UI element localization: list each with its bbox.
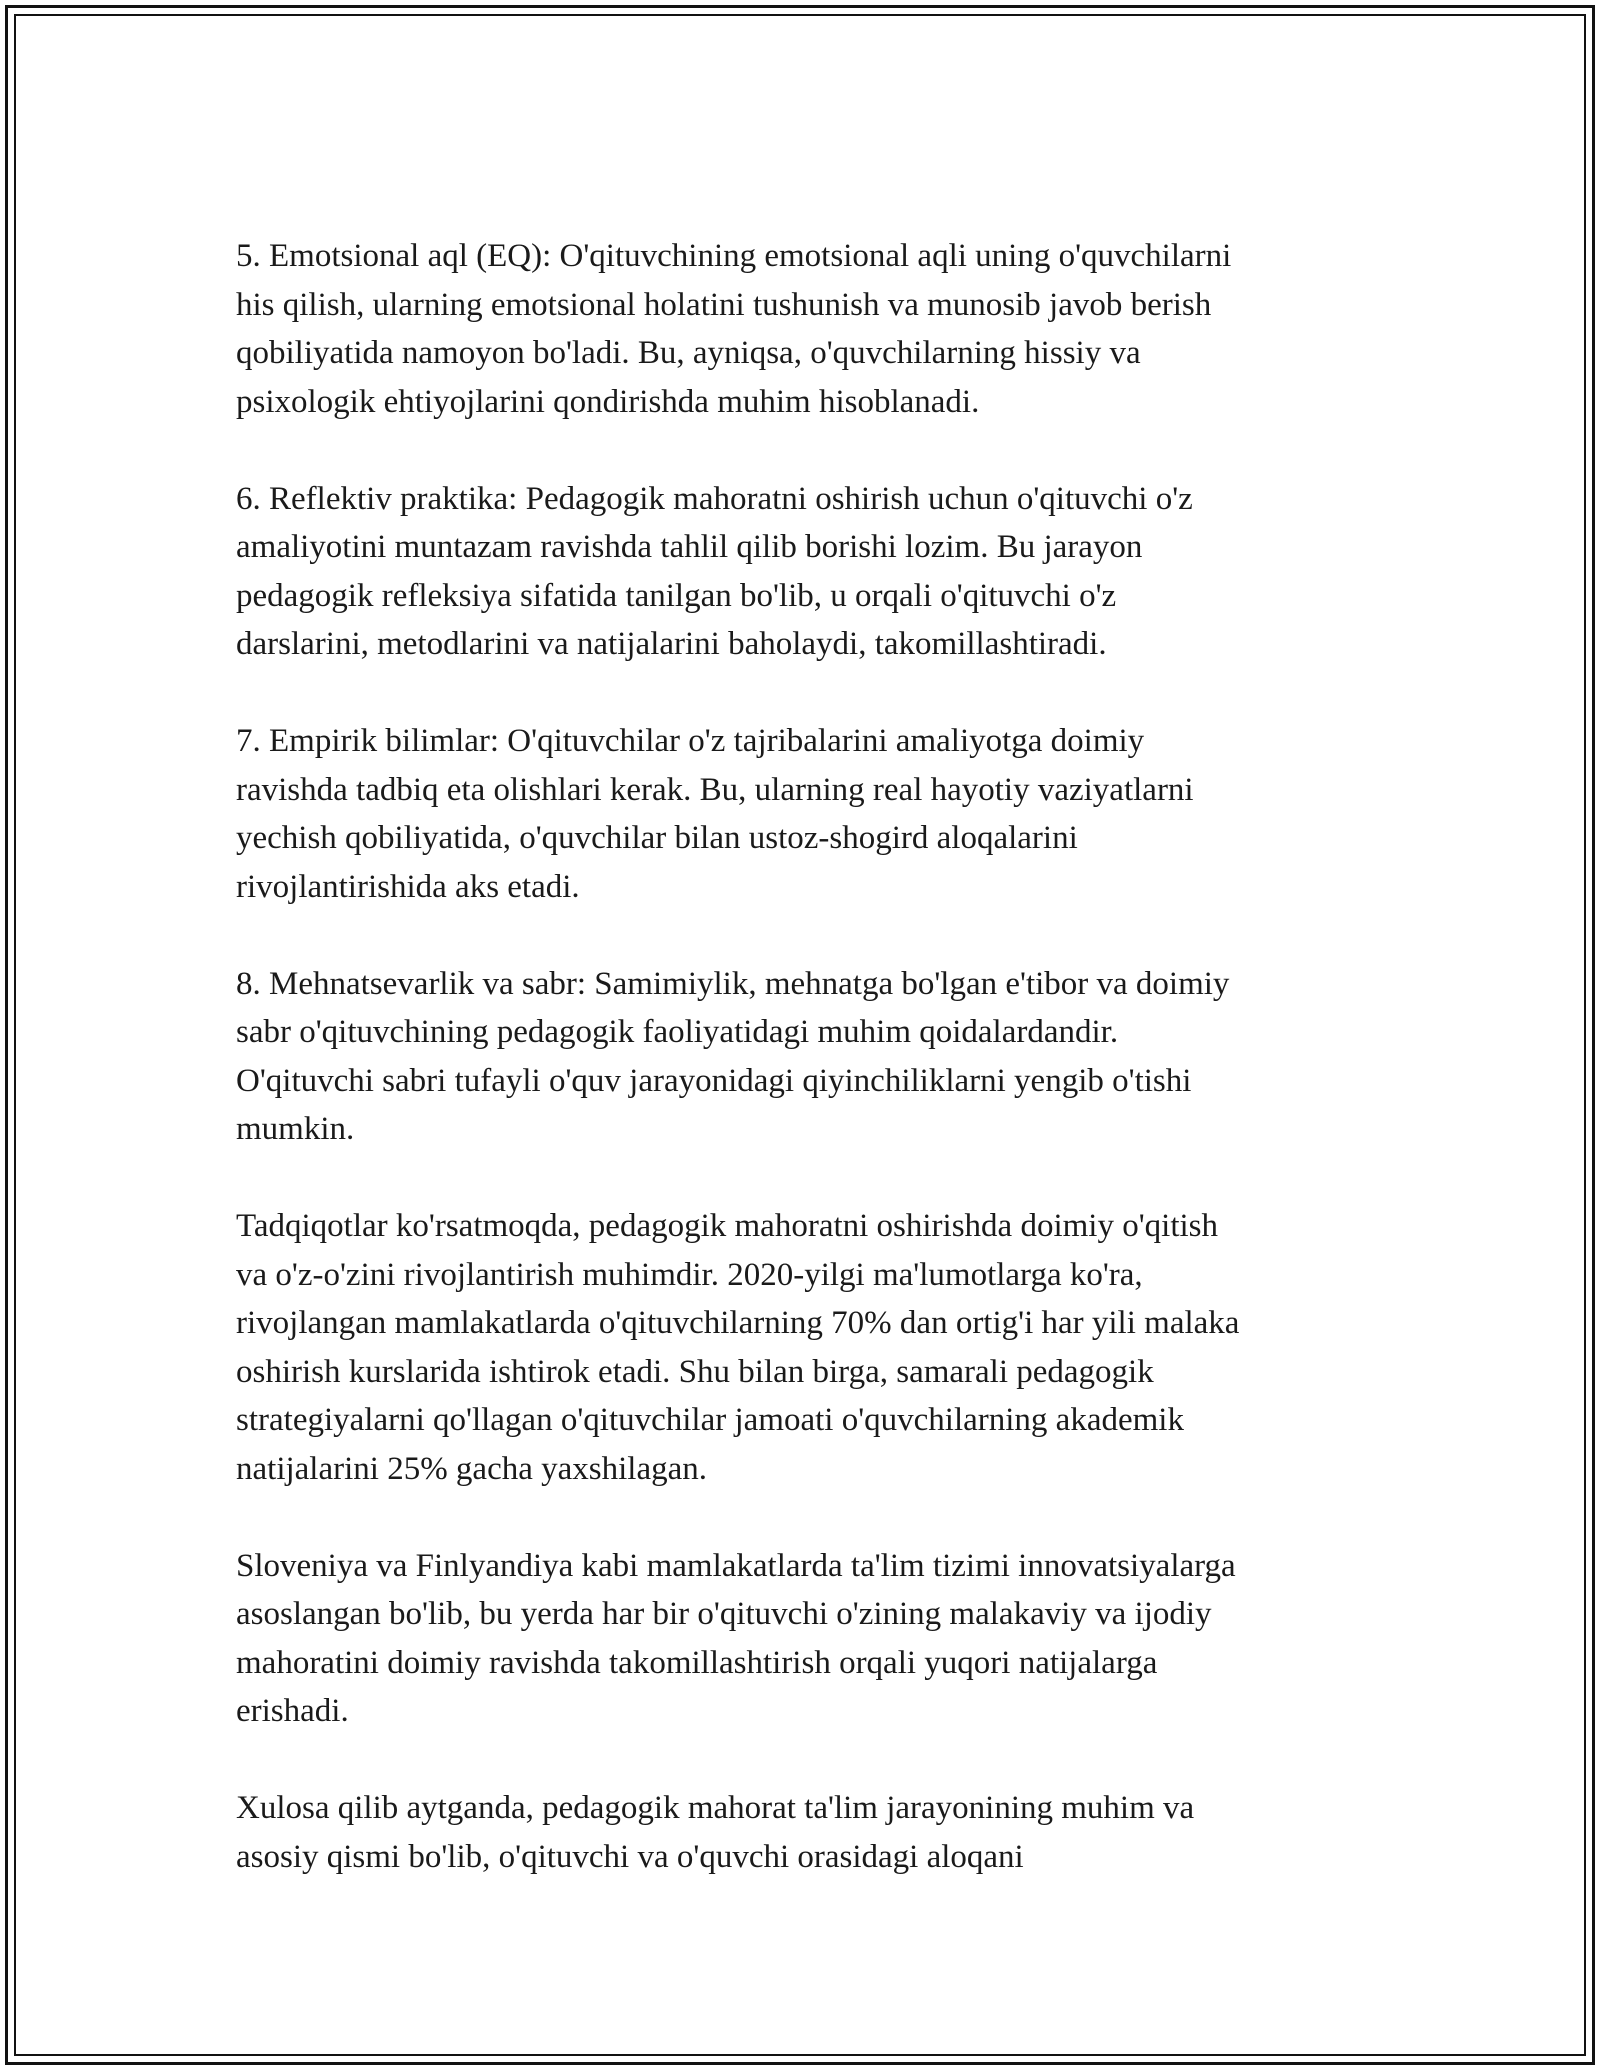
paragraph-conclusion (236, 1784, 1376, 1881)
text-line: mahoratini doimiy ravishda takomillashtirish orqali yuqori natijalarga (236, 1644, 1158, 1681)
text-line: 7. Empirik bilimlar: O'qituvchilar o'z tajribalarini amaliyotga doimiy (236, 723, 1145, 759)
text-line: qobiliyatida namoyon bo'ladi. Bu, ayniqsa, o'quvchilarning hissiy va (236, 335, 1141, 371)
text-line: Tadqiqotlar ko'rsatmoqda, pedagogik mahoratni oshirishda doimiy o'qitish (236, 1208, 1219, 1244)
text-line: rivojlantirishida aks etadi. (236, 868, 580, 905)
paragraph-reflective-practice (236, 475, 1376, 669)
text-line: mumkin. (236, 1111, 355, 1147)
document-body (236, 232, 1376, 1881)
text-line: Sloveniya va Finlyandiya kabi mamlakatlarda ta'lim tizimi innovatsiyalarga (236, 1547, 1236, 1584)
text-line: 8. Mehnatsevarlik va sabr: Samimiylik, mehnatga bo'lgan e'tibor va doimiy (236, 965, 1230, 1002)
text-line: darslarini, metodlarini va natijalarini baholaydi, takomillashtiradi. (236, 626, 1107, 662)
text-line: yechish qobiliyatida, o'quvchilar bilan ustoz-shogird aloqalarini (236, 820, 1078, 856)
text-line: O'qituvchi sabri tufayli o'quv jarayonidagi qiyinchiliklarni yengib o'tishi (236, 1062, 1192, 1099)
text-line: 5. Emotsional aql (EQ): O'qituvchining emotsional aqli uning o'quvchilarni (236, 238, 1232, 274)
text-line: psixologik ehtiyojlarini qondirishda muhim hisoblanadi. (236, 383, 980, 420)
paragraph-empirical-knowledge (236, 717, 1376, 911)
text-line: oshirish kurslarida ishtirok etadi. Shu bilan birga, samarali pedagogik (236, 1353, 1154, 1390)
text-line: sabr o'qituvchining pedagogik faoliyatidagi muhim qoidalardandir. (236, 1014, 1119, 1050)
text-line: pedagogik refleksiya sifatida tanilgan bo'lib, u orqali o'qituvchi o'z (236, 577, 1117, 614)
paragraph-research (236, 1202, 1376, 1493)
paragraph-diligence-patience (236, 960, 1376, 1154)
text-line: natijalarini 25% gacha yaxshilagan. (236, 1450, 707, 1487)
text-line: amaliyotini muntazam ravishda tahlil qilib borishi lozim. Bu jarayon (236, 529, 1143, 565)
text-line: rivojlangan mamlakatlarda o'qituvchilarning 70% dan ortig'i har yili malaka (236, 1305, 1240, 1341)
paragraph-countries (236, 1542, 1376, 1736)
text-line: 6. Reflektiv praktika: Pedagogik mahoratni oshirish uchun o'qituvchi o'z (236, 480, 1193, 517)
text-line: asoslangan bo'lib, bu yerda har bir o'qituvchi o'zining malakaviy va ijodiy (236, 1596, 1212, 1632)
paragraph-eq (236, 232, 1376, 426)
text-line: erishadi. (236, 1693, 349, 1729)
text-line: va o'z-o'zini rivojlantirish muhimdir. 2020-yilgi ma'lumotlarga ko'ra, (236, 1256, 1143, 1293)
text-line: asosiy qismi bo'lib, o'qituvchi va o'quvchi orasidagi aloqani (236, 1838, 1024, 1875)
text-line: ravishda tadbiq eta olishlari kerak. Bu, ularning real hayotiy vaziyatlarni (236, 771, 1194, 808)
text-line: strategiyalarni qo'llagan o'qituvchilar jamoati o'quvchilarning akademik (236, 1402, 1184, 1438)
text-line: Xulosa qilib aytganda, pedagogik mahorat ta'lim jarayonining muhim va (236, 1790, 1195, 1826)
text-line: his qilish, ularning emotsional holatini tushunish va munosib javob berish (236, 286, 1212, 323)
